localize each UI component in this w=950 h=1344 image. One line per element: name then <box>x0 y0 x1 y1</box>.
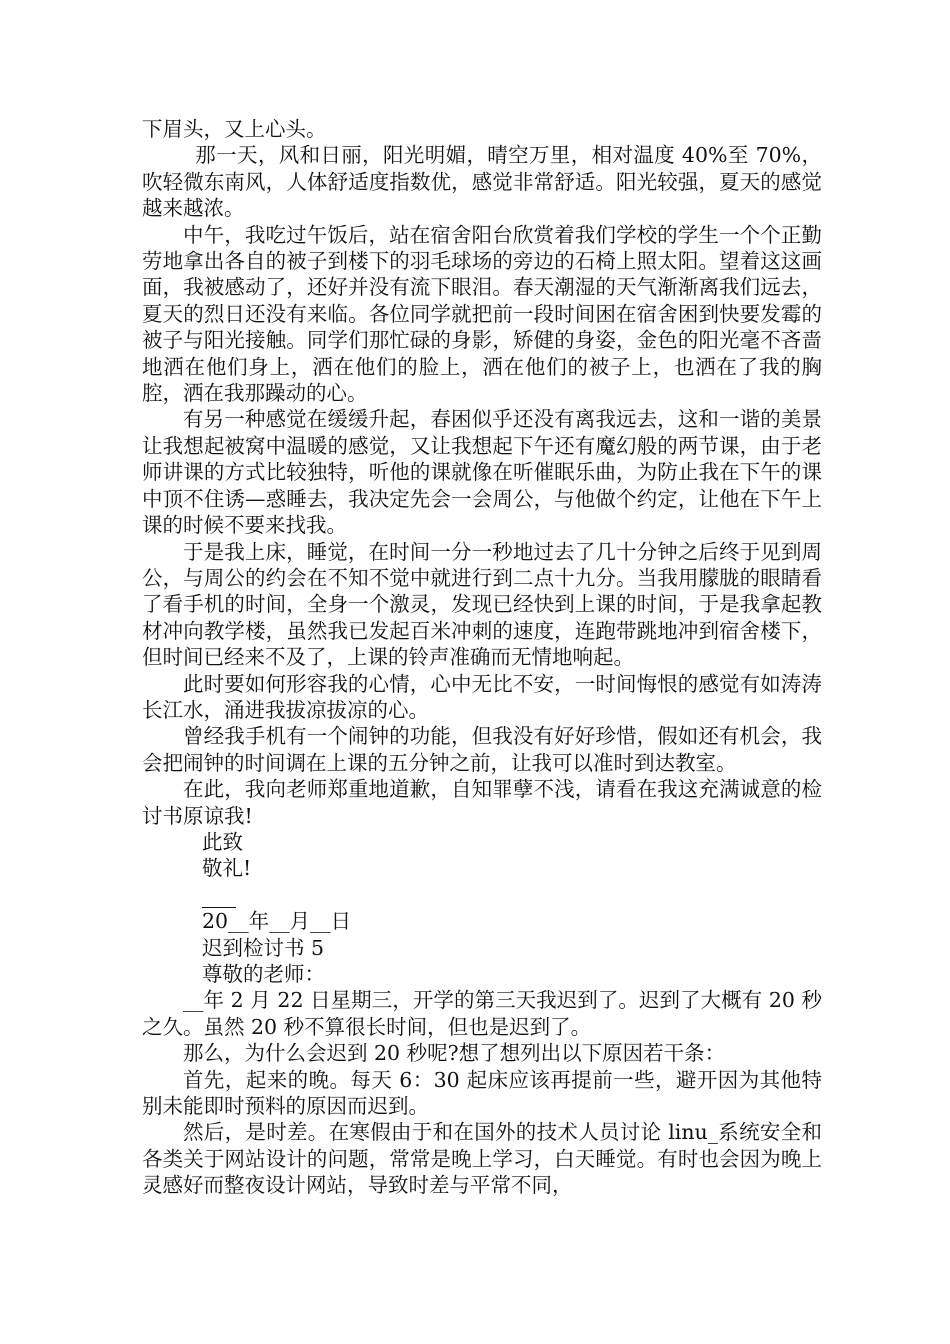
paragraph-feeling: 此时要如何形容我的心情，心中无比不安，一时间悔恨的感觉有如涛涛长江水，涌进我拔凉拔凉的心。 <box>142 671 822 722</box>
paragraph-apology: 在此，我向老师郑重地道歉，自知罪孽不浅，请看在我这充满诚意的检讨书原谅我! <box>142 777 822 828</box>
paragraph-late-date: __年 2 月 22 日星期三，开学的第三天我迟到了。迟到了大概有 20 秒之久。虽然 20 秒不算很长时间，但也是迟到了。 <box>142 988 822 1039</box>
document-page <box>142 116 822 1199</box>
paragraph-reasons-intro: 那么，为什么会迟到 20 秒呢?想了想列出以下原因若干条： <box>183 1041 726 1066</box>
paragraph-sleepy: 有另一种感觉在缓缓升起，春困似乎还没有离我远去，这和一谐的美景让我想起被窝中温暖的感觉，又让我想起下午还有魔幻般的两节课，由于老师讲课的方式比较独特，听他的课就像在听催眠乐曲，为防止我在下午的课中顶不住诱—惑睡去，我决定先会一会周公，与他做个约定，让他在下午上课的时候不要来找我。 <box>142 407 822 538</box>
paragraph-continuation: 下眉头，又上心头。 <box>142 117 327 141</box>
closing-line-1: 此致 <box>202 829 243 854</box>
paragraph-reason-timezone: 然后，是时差。在寒假由于和在国外的技术人员讨论 linu_系统安全和各类关于网站设计的问题，常常是晚上学习，白天睡觉。有时也会因为晚上灵感好而整夜设计网站，导致时差与平常不同， <box>142 1120 822 1198</box>
paragraph-alarm: 曾经我手机有一个闹钟的功能，但我没有好好珍惜，假如还有机会，我会把闹钟的时间调在上课的五分钟之前，让我可以准时到达教室。 <box>142 724 822 775</box>
paragraph-reason-first: 首先，起来的晚。每天 6：30 起床应该再提前一些，避开因为其他特别未能即时预料的原因而迟到。 <box>142 1067 822 1119</box>
paragraph-nap: 于是我上床，睡觉，在时间一分一秒地过去了几十分钟之后终于见到周公，与周公的约会在不知不觉中就进行到二点十九分。当我用朦胧的眼睛看了看手机的时间，全身一个激灵，发现已经快到上课的时间，于是我拿起教材冲向教学楼，虽然我已发起百米冲刺的速度，连跑带跳地冲到宿舍楼下，但时间已经来不及了，上课的铃声准确而无情地响起。 <box>142 539 822 670</box>
paragraph-weather: 那一天，风和日丽，阳光明媚，晴空万里，相对温度 40%至 70%，吹轻微东南风，人体舒适度指数优，感觉非常舒适。阳光较强，夏天的感觉越来越浓。 <box>142 143 822 221</box>
closing-line-2: 敬礼! <box>202 856 252 881</box>
section-title: 迟到检讨书 5 <box>202 935 325 960</box>
date-line: 20__年__月__日 <box>202 909 352 934</box>
signature-underline <box>202 887 236 908</box>
paragraph-noon: 中午，我吃过午饭后，站在宿舍阳台欣赏着我们学校的学生一个个正勤劳地拿出各自的被子到楼下的羽毛球场的旁边的石椅上照太阳。望着这这画面，我被感动了，还好并没有流下眼泪。春天潮湿的天气渐渐离我们远去，夏天的烈日还没有来临。各位同学就把前一段时间困在宿舍困到快要发霉的被子与阳光接触。同学们那忙碌的身影，矫健的身姿，金色的阳光毫不吝啬地洒在他们身上，洒在他们的脸上，洒在他们的被子上，也洒在了我的胸腔，洒在我那躁动的心。 <box>142 222 822 406</box>
salutation: 尊敬的老师： <box>202 961 325 986</box>
signature-blank <box>142 882 822 908</box>
